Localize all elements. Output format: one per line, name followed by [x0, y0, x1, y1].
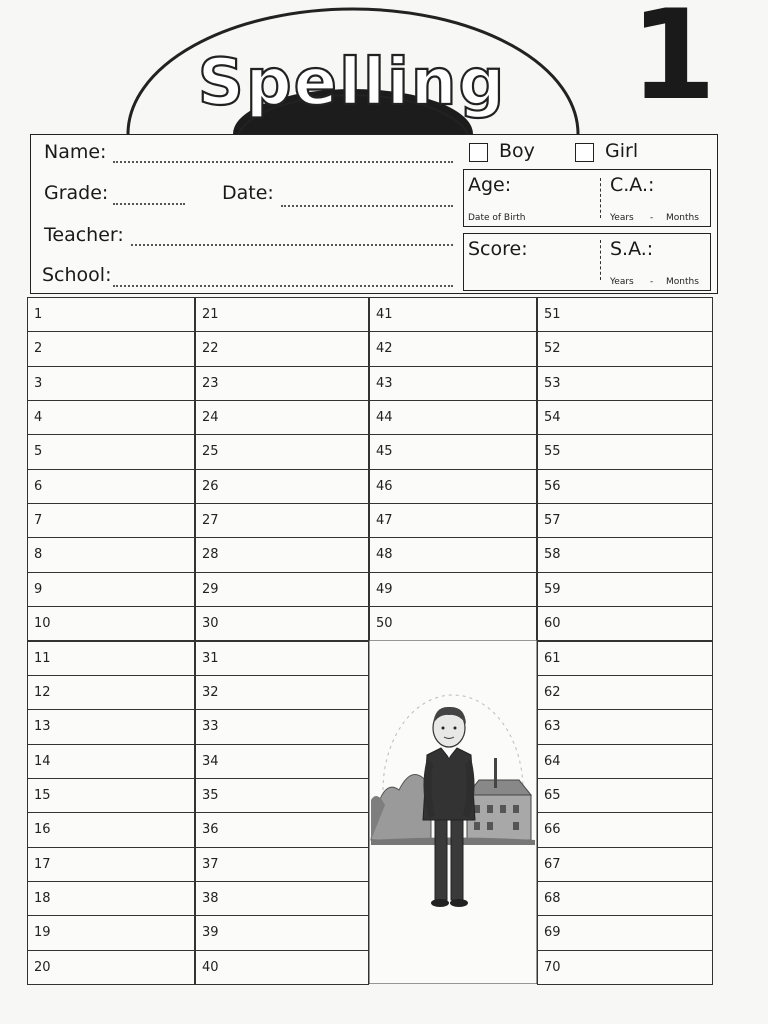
answer-number: 44: [376, 410, 393, 426]
answer-number: 51: [544, 307, 561, 322]
answer-cell-24[interactable]: [195, 400, 369, 435]
answer-number: 69: [544, 925, 561, 941]
answer-cell-20[interactable]: [27, 950, 195, 985]
sa-months-label: Months: [666, 277, 699, 287]
answer-number: 37: [202, 856, 219, 872]
answer-number: 54: [544, 410, 561, 426]
answer-number: 2: [34, 341, 43, 357]
answer-number: 53: [544, 375, 561, 391]
answer-cell-21[interactable]: [195, 297, 369, 332]
answer-cell-23[interactable]: [195, 366, 369, 401]
answer-number: 28: [202, 547, 219, 563]
answer-cell-39[interactable]: [195, 915, 369, 950]
answer-cell-33[interactable]: [195, 709, 369, 744]
answer-cell-42[interactable]: [369, 331, 537, 366]
ca-years-label: Years: [610, 213, 634, 223]
answer-number: 7: [34, 513, 43, 529]
answer-cell-48[interactable]: [369, 537, 537, 572]
answer-number: 20: [34, 959, 51, 975]
answer-cell-11[interactable]: [27, 641, 195, 676]
answer-number: 12: [34, 684, 51, 700]
answer-number: 66: [544, 822, 561, 838]
answer-number: 70: [544, 959, 561, 975]
answer-number: 40: [202, 959, 219, 975]
answer-number: 50: [376, 616, 393, 632]
answer-number: 6: [34, 478, 43, 494]
sa-dash: -: [650, 277, 654, 287]
answer-number: 61: [544, 650, 561, 666]
answer-number: 27: [202, 513, 219, 529]
answer-cell-17[interactable]: [27, 847, 195, 882]
answer-cell-19[interactable]: [27, 915, 195, 950]
answer-number: 26: [202, 478, 219, 494]
answer-cell-67[interactable]: [537, 847, 713, 882]
answer-cell-12[interactable]: [27, 675, 195, 710]
answer-cell-68[interactable]: [537, 881, 713, 916]
answer-number: 57: [544, 513, 561, 529]
answer-number: 33: [202, 719, 219, 735]
answer-cell-2[interactable]: [27, 331, 195, 366]
answer-number: 60: [544, 616, 561, 632]
answer-cell-36[interactable]: [195, 812, 369, 847]
answer-number: 15: [34, 787, 51, 803]
page-number: 1: [630, 0, 717, 128]
answer-cell-66[interactable]: [537, 812, 713, 847]
answer-number: 14: [34, 753, 51, 769]
answer-number: 11: [34, 650, 51, 666]
date-label: Date:: [222, 182, 274, 204]
answer-number: 43: [376, 375, 393, 391]
answer-number: 65: [544, 787, 561, 803]
girl-label: Girl: [605, 140, 639, 162]
answer-cell-16[interactable]: [27, 812, 195, 847]
answer-number: 22: [202, 341, 219, 357]
answer-number: 64: [544, 753, 561, 769]
answer-number: 32: [202, 684, 219, 700]
answer-number: 55: [544, 444, 561, 460]
answer-number: 19: [34, 925, 51, 941]
answer-number: 56: [544, 478, 561, 494]
answer-number: 25: [202, 444, 219, 460]
schoolboy-illustration: [369, 640, 537, 984]
answer-cell-1[interactable]: [27, 297, 195, 332]
answer-cell-30[interactable]: [195, 606, 369, 641]
answer-number: 5: [34, 444, 43, 460]
answer-number: 10: [34, 616, 51, 632]
answer-cell-31[interactable]: [195, 641, 369, 676]
answer-cell-13[interactable]: [27, 709, 195, 744]
answer-number: 35: [202, 787, 219, 803]
answer-number: 52: [544, 341, 561, 357]
answer-cell-54[interactable]: [537, 400, 713, 435]
answer-cell-50[interactable]: [369, 606, 537, 641]
answer-number: 23: [202, 375, 219, 391]
answer-number: 3: [34, 375, 43, 391]
answer-cell-32[interactable]: [195, 675, 369, 710]
answer-cell-65[interactable]: [537, 778, 713, 813]
answer-cell-7[interactable]: [27, 503, 195, 538]
answer-number: 45: [376, 444, 393, 460]
answer-number: 39: [202, 925, 219, 941]
answer-number: 67: [544, 856, 561, 872]
answer-cell-27[interactable]: [195, 503, 369, 538]
answer-number: 36: [202, 822, 219, 838]
answer-number: 8: [34, 547, 43, 563]
answer-number: 42: [376, 341, 393, 357]
answer-cell-57[interactable]: [537, 503, 713, 538]
answer-cell-4[interactable]: [27, 400, 195, 435]
answer-cell-43[interactable]: [369, 366, 537, 401]
answer-cell-25[interactable]: [195, 434, 369, 469]
banner-title: Spelling: [197, 46, 507, 120]
answer-cell-28[interactable]: [195, 537, 369, 572]
answer-cell-14[interactable]: [27, 744, 195, 779]
answer-cell-51[interactable]: [537, 297, 713, 332]
answer-cell-61[interactable]: [537, 641, 713, 676]
answer-number: 38: [202, 890, 219, 906]
answer-cell-40[interactable]: [195, 950, 369, 985]
answer-number: 30: [202, 616, 219, 632]
answer-cell-58[interactable]: [537, 537, 713, 572]
answer-number: 62: [544, 684, 561, 700]
sa-years-label: Years: [610, 277, 634, 287]
answer-number: 18: [34, 890, 51, 906]
answer-cell-46[interactable]: [369, 469, 537, 504]
answer-cell-64[interactable]: [537, 744, 713, 779]
ca-dash: -: [650, 213, 654, 223]
name-label: Name:: [44, 141, 107, 163]
answer-number: 47: [376, 513, 393, 529]
answer-cell-45[interactable]: [369, 434, 537, 469]
answer-cell-55[interactable]: [537, 434, 713, 469]
answer-cell-10[interactable]: [27, 606, 195, 641]
answer-number: 16: [34, 822, 51, 838]
answer-number: 34: [202, 753, 219, 769]
answer-cell-62[interactable]: [537, 675, 713, 710]
answer-cell-53[interactable]: [537, 366, 713, 401]
answer-cell-44[interactable]: [369, 400, 537, 435]
answer-number: 63: [544, 719, 561, 735]
answer-cell-41[interactable]: [369, 297, 537, 332]
answer-cell-34[interactable]: [195, 744, 369, 779]
answer-number: 58: [544, 547, 561, 563]
answer-number: 17: [34, 856, 51, 872]
answer-number: 29: [202, 581, 219, 597]
answer-cell-6[interactable]: [27, 469, 195, 504]
answer-number: 4: [34, 410, 43, 426]
answer-cell-18[interactable]: [27, 881, 195, 916]
answer-cell-49[interactable]: [369, 572, 537, 607]
age-label: Age:: [468, 174, 512, 196]
school-label: School:: [42, 264, 112, 286]
answer-cell-60[interactable]: [537, 606, 713, 641]
answer-cell-63[interactable]: [537, 709, 713, 744]
answer-number: 24: [202, 410, 219, 426]
answer-cell-22[interactable]: [195, 331, 369, 366]
answer-cell-35[interactable]: [195, 778, 369, 813]
answer-cell-5[interactable]: [27, 434, 195, 469]
answer-cell-56[interactable]: [537, 469, 713, 504]
date-of-birth-label: Date of Birth: [468, 213, 526, 223]
answer-cell-9[interactable]: [27, 572, 195, 607]
grade-label: Grade:: [44, 182, 109, 204]
answer-number: 9: [34, 581, 43, 597]
answer-number: 46: [376, 478, 393, 494]
answer-cell-70[interactable]: [537, 950, 713, 985]
ca-label: C.A.:: [610, 174, 655, 196]
answer-cell-8[interactable]: [27, 537, 195, 572]
answer-cell-59[interactable]: [537, 572, 713, 607]
answer-cell-37[interactable]: [195, 847, 369, 882]
boy-label: Boy: [499, 140, 535, 162]
answer-number: 59: [544, 581, 561, 597]
sa-label: S.A.:: [610, 238, 654, 260]
answer-number: 13: [34, 719, 51, 735]
answer-number: 48: [376, 547, 393, 563]
answer-number: 68: [544, 890, 561, 906]
answer-number: 31: [202, 650, 219, 666]
answer-number: 49: [376, 581, 393, 597]
answer-cell-52[interactable]: [537, 331, 713, 366]
answer-cell-38[interactable]: [195, 881, 369, 916]
answer-cell-3[interactable]: [27, 366, 195, 401]
answer-cell-29[interactable]: [195, 572, 369, 607]
answer-number: 21: [202, 307, 219, 322]
answer-cell-26[interactable]: [195, 469, 369, 504]
answer-number: 1: [34, 307, 43, 322]
score-label: Score:: [468, 238, 528, 260]
answer-cell-47[interactable]: [369, 503, 537, 538]
answer-number: 41: [376, 307, 393, 322]
answer-cell-15[interactable]: [27, 778, 195, 813]
answer-cell-69[interactable]: [537, 915, 713, 950]
ca-months-label: Months: [666, 213, 699, 223]
teacher-label: Teacher:: [44, 224, 124, 246]
